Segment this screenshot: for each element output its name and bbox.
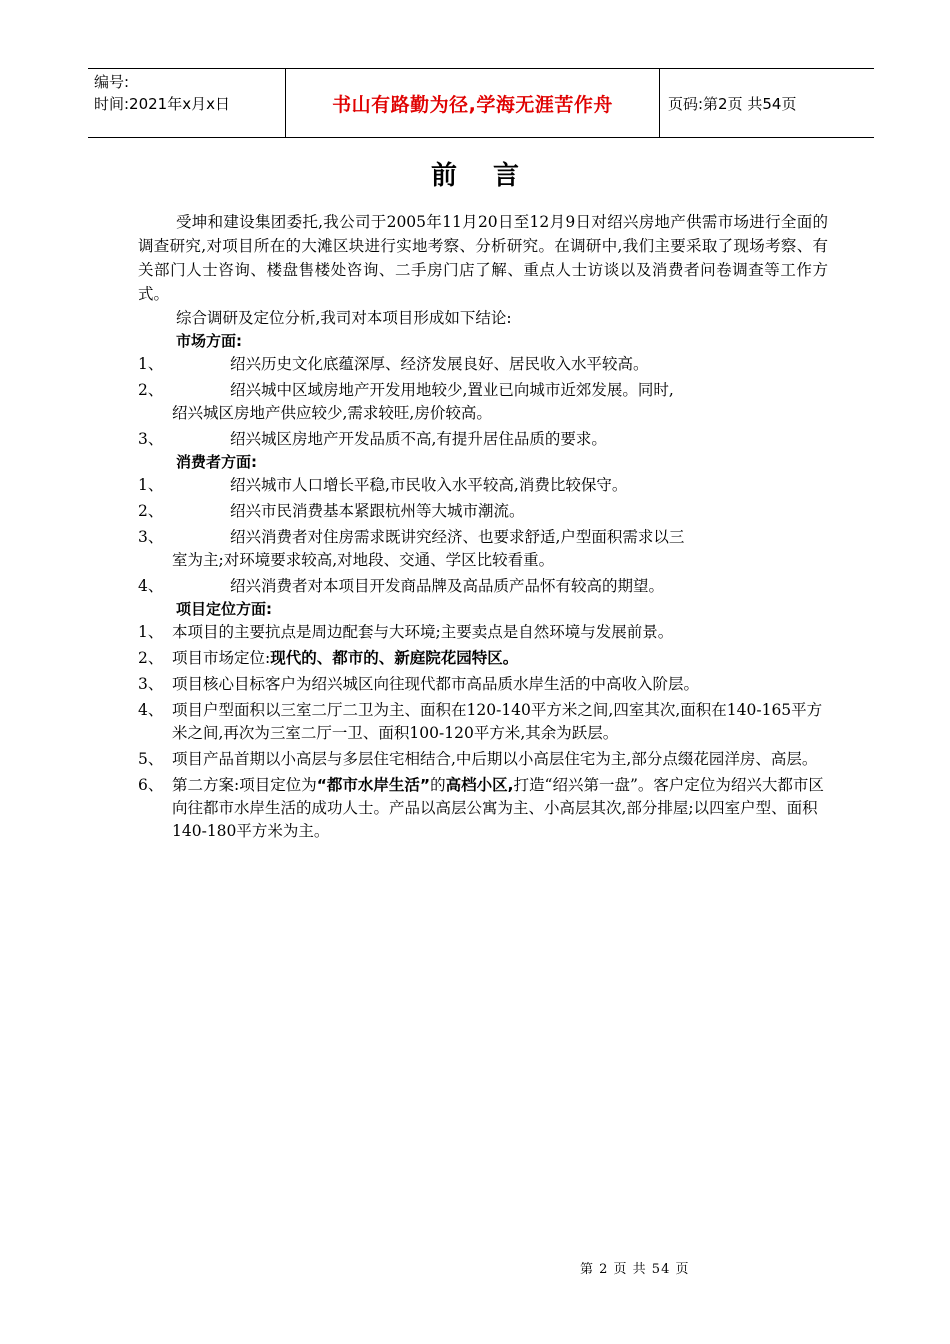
item-text: 绍兴城区房地产开发品质不高,有提升居住品质的要求。 [230, 430, 607, 448]
item-number: 1、 [138, 623, 164, 641]
item-number: 2、 [138, 649, 164, 667]
page-footer: 第 2 页 共 54 页 [580, 1262, 690, 1277]
number-label: 编号: [94, 73, 130, 91]
item-text-continued: 室为主;对环境要求较高,对地段、交通、学区比较看重。 [172, 551, 555, 569]
consumer-heading: 消费者方面: [176, 453, 257, 471]
connector-text: 的 [430, 776, 446, 794]
item-text-continued: 绍兴城区房地产供应较少,需求较旺,房价较高。 [172, 404, 492, 422]
page-header [88, 68, 874, 138]
market-item [138, 353, 828, 376]
consumer-item [138, 474, 828, 497]
item-rest: 打造“绍兴第一盘”。客户定位为绍兴大都市区向往都市水岸生活的成功人士。产品以高层公寓为主、小高层其次,部分排屋;以四室户型、面积140-180平方米为主。 [172, 776, 824, 840]
positioning-item [138, 748, 828, 771]
item-text: 绍兴消费者对住房需求既讲究经济、也要求舒适,户型面积需求以三 [230, 528, 685, 546]
time-label: 时间:2021年x月x日 [94, 95, 230, 113]
market-item [138, 379, 828, 402]
page-title: 前言 [430, 161, 555, 191]
item-number: 6、 [138, 776, 164, 794]
positioning-item [138, 774, 828, 843]
consumer-item [138, 500, 828, 523]
item-text: 项目产品首期以小高层与多层住宅相结合,中后期以小高层住宅为主,部分点缀花园洋房、高层。 [172, 750, 818, 768]
item-number: 3、 [138, 675, 164, 693]
item-number: 3、 [138, 430, 164, 448]
slogan-emphasis: “都市水岸生活” [316, 776, 431, 794]
document-body [138, 210, 828, 843]
header-motto: 书山有路勤为径,学海无涯苦作舟 [286, 69, 660, 137]
item-text [172, 774, 828, 843]
item-prefix: 项目市场定位: [172, 649, 271, 667]
intro-summary: 综合调研及定位分析,我司对本项目形成如下结论: [176, 309, 512, 327]
header-meta [88, 69, 286, 137]
item-number: 2、 [138, 381, 164, 399]
positioning-heading: 项目定位方面: [176, 600, 272, 618]
item-prefix: 第二方案:项目定位为 [172, 776, 317, 794]
market-heading: 市场方面: [176, 332, 242, 350]
tier-emphasis: 高档小区, [445, 776, 514, 794]
positioning-item [138, 647, 828, 670]
positioning-item [138, 621, 828, 644]
item-text: 绍兴历史文化底蕴深厚、经济发展良好、居民收入水平较高。 [230, 355, 649, 373]
market-item [138, 428, 828, 451]
item-number: 3、 [138, 528, 164, 546]
consumer-item-continuation [138, 549, 828, 572]
item-number: 4、 [138, 701, 164, 719]
item-text: 项目户型面积以三室二厅二卫为主、面积在120-140平方米之间,四室其次,面积在140-165平方米之间,再次为三室二厅一卫、面积100-120平方米,其余为跃层。 [172, 701, 823, 742]
item-text: 绍兴市民消费基本紧跟杭州等大城市潮流。 [230, 502, 525, 520]
market-item-continuation [138, 402, 828, 425]
item-text: 本项目的主要抗点是周边配套与大环境;主要卖点是自然环境与发展前景。 [172, 623, 674, 641]
item-number: 2、 [138, 502, 164, 520]
item-text [172, 647, 828, 670]
positioning-item [138, 699, 828, 745]
consumer-item [138, 575, 828, 598]
positioning-item [138, 673, 828, 696]
item-text: 项目核心目标客户为绍兴城区向往现代都市高品质水岸生活的中高收入阶层。 [172, 675, 700, 693]
intro-paragraph: 受坤和建设集团委托,我公司于2005年11月20日至12月9日对绍兴房地产供需市场进行全面的调查研究,对项目所在的大滩区块进行实地考察、分析研究。在调研中,我们主要采取了现场考察、有关部门人士咨询、楼盘售楼处咨询、二手房门店了解、重点人士访谈以及消费者问卷调查等工作方式。 [138, 213, 828, 303]
item-text: 绍兴城中区域房地产开发用地较少,置业已向城市近郊发展。同时, [230, 381, 674, 399]
item-number: 1、 [138, 476, 164, 494]
item-text: 绍兴城市人口增长平稳,市民收入水平较高,消费比较保守。 [230, 476, 628, 494]
item-number: 4、 [138, 577, 164, 595]
item-text: 绍兴消费者对本项目开发商品牌及高品质产品怀有较高的期望。 [230, 577, 665, 595]
item-number: 1、 [138, 355, 164, 373]
consumer-item [138, 526, 828, 549]
header-page-label: 页码:第2页 共54页 [668, 94, 797, 113]
market-positioning-emphasis: 现代的、都市的、新庭院花园特区。 [270, 649, 519, 667]
item-number: 5、 [138, 750, 164, 768]
